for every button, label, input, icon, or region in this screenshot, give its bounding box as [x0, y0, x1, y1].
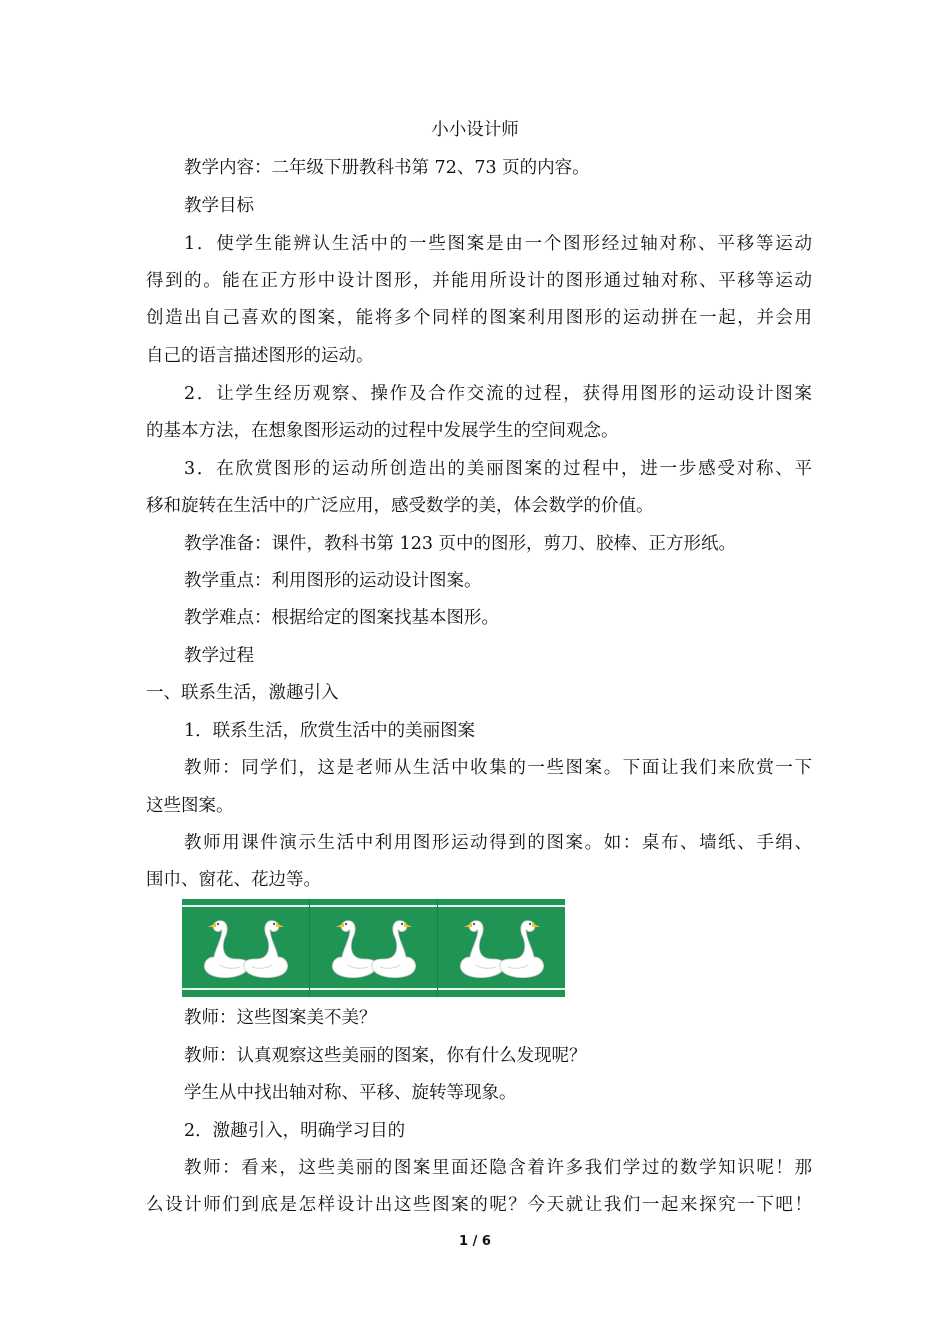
text-line: 移和旋转在生活中的广泛应用，感受数学的美，体会数学的价值。: [146, 496, 654, 516]
text-line: 教学目标: [184, 196, 254, 216]
swan-pattern-figure: [182, 899, 565, 997]
text-line: 学生从中找出轴对称、平移、旋转等现象。: [184, 1083, 517, 1103]
text-line: 教学过程: [184, 646, 254, 666]
text-line: 教学重点：利用图形的运动设计图案。: [184, 571, 482, 591]
text-line: 自己的语言描述图形的运动。: [146, 346, 374, 366]
text-line: 教师：看来，这些美丽的图案里面还隐含着许多我们学过的数学知识呢！那: [184, 1158, 812, 1178]
text-line: 教学准备：课件，教科书第 123 页中的图形，剪刀、胶棒、正方形纸。: [184, 534, 737, 554]
text-line: 教学难点：根据给定的图案找基本图形。: [184, 608, 499, 628]
text-line: 么设计师们到底是怎样设计出这些图案的呢？今天就让我们一起来探究一下吧！: [146, 1195, 812, 1215]
text-line: 3．在欣赏图形的运动所创造出的美丽图案的过程中，进一步感受对称、平: [184, 459, 812, 479]
text-line: 教师：同学们，这是老师从生活中收集的一些图案。下面让我们来欣赏一下: [184, 758, 812, 778]
text-line: 围巾、窗花、花边等。: [146, 870, 321, 890]
text-line: 教学内容：二年级下册教科书第 72、73 页的内容。: [184, 158, 590, 178]
text-line: 1．使学生能辨认生活中的一些图案是由一个图形经过轴对称、平移等运动: [184, 234, 812, 254]
text-line: 一、联系生活，激趣引入: [146, 683, 339, 703]
text-line: 教师用课件演示生活中利用图形运动得到的图案。如：桌布、墙纸、手绢、: [184, 833, 812, 853]
swan-pattern-icon: [182, 899, 565, 997]
page-number: 1 / 6: [459, 1234, 491, 1249]
text-line: 创造出自己喜欢的图案，能将多个同样的图案利用图形的运动拼在一起，并会用: [146, 308, 812, 328]
text-line: 1．联系生活，欣赏生活中的美丽图案: [184, 721, 476, 741]
text-line: 教师：这些图案美不美？: [184, 1008, 377, 1028]
text-line: 的基本方法，在想象图形运动的过程中发展学生的空间观念。: [146, 421, 619, 441]
text-line: 2．激趣引入，明确学习目的: [184, 1121, 406, 1141]
text-line: 教师：认真观察这些美丽的图案，你有什么发现呢？: [184, 1046, 587, 1066]
text-line: 这些图案。: [146, 796, 234, 816]
text-line: 2．让学生经历观察、操作及合作交流的过程，获得用图形的运动设计图案: [184, 384, 812, 404]
document-title: 小小设计师: [431, 120, 519, 140]
text-line: 得到的。能在正方形中设计图形，并能用所设计的图形通过轴对称、平移等运动: [146, 271, 812, 291]
